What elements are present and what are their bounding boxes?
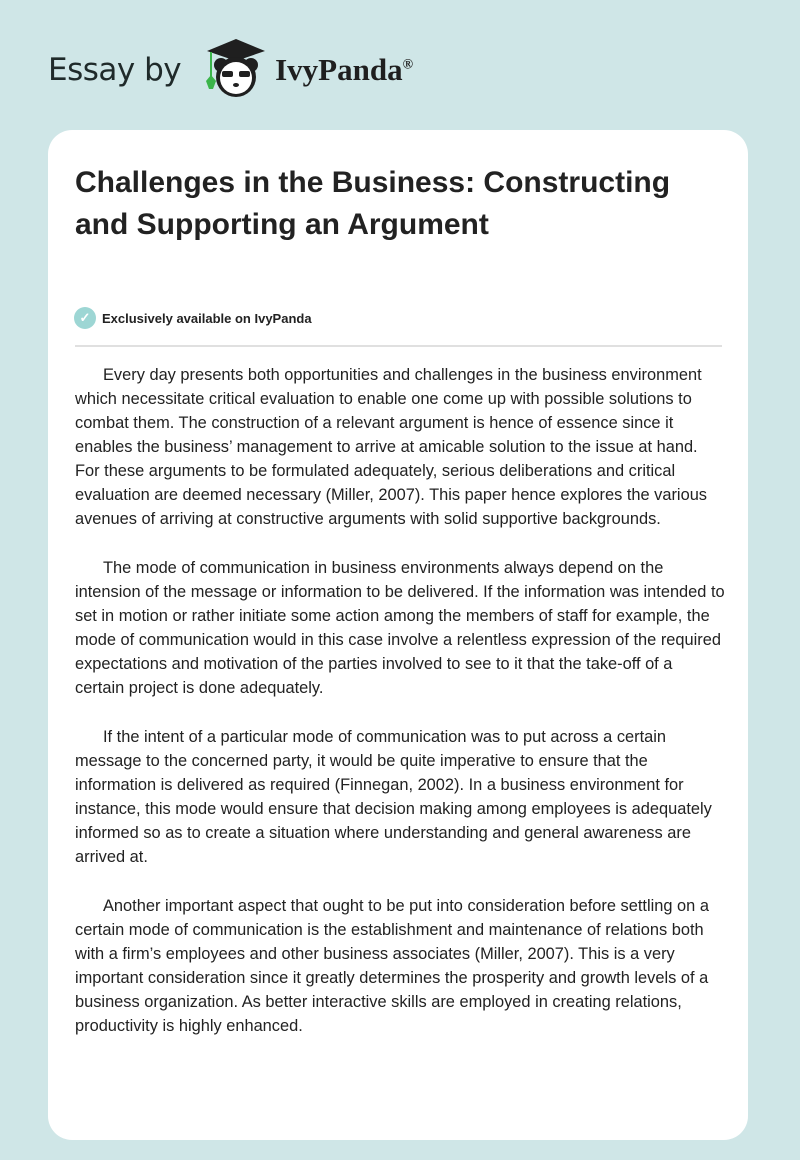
exclusive-label: Exclusively available on IvyPanda (102, 310, 312, 326)
essay-card (48, 130, 748, 1140)
paragraph: Another important aspect that ought to be put into consideration before settling on a certain mode of communication is the establishment and maintenance of relations both with a firm’s employees and other business associates (Miller, 2007). This is a very important consideration since it greatly determines the prosperity and growth levels of a business organization. As better interactive skills are employed in creating relations, productivity is highly enhanced. (75, 897, 709, 1035)
paragraph: The mode of communication in business environments always depend on the intension of the message or information to be delivered. If the information was intended to set in motion or rather initiate some action among the members of staff for example, the mode of communication would in this case involve a relentless expression of the required expectations and motivation of the parties involved to see to it that the take-off of a certain project is done adequately. (75, 559, 725, 697)
exclusive-badge (74, 307, 312, 329)
brand-name[interactable] (275, 52, 413, 88)
essay-by-label: Essay by (48, 52, 182, 88)
panda-logo-icon[interactable] (203, 35, 269, 106)
divider (75, 345, 722, 347)
page-title: Challenges in the Business: Constructing and Supporting an Argument (75, 166, 671, 241)
site-header (48, 34, 413, 106)
registered-mark: ® (402, 57, 414, 73)
brand-text: IvyPanda (275, 52, 403, 87)
paragraph: Every day presents both opportunities and challenges in the business environment which necessitate critical evaluation to enable one come up with possible solutions to combat them. The construction of a relevant argument is hence of essence since it enables the business’ management to arrive at amicable solution to the issue at hand. For these arguments to be formulated adequately, serious deliberations and critical evaluation are deemed necessary (Miller, 2007). This paper hence explores the various avenues of arriving at constructive arguments with solid supportive backgrounds. (75, 366, 707, 528)
essay-body (75, 363, 725, 1063)
check-icon: ✓ (74, 307, 96, 329)
paragraph: If the intent of a particular mode of communication was to put across a certain message to the concerned party, it would be quite imperative to ensure that the information is delivered as required (Finnegan, 2002). In a business environment for instance, this mode would ensure that decision making among employees is adequately informed so as to create a situation where understanding and general awareness are arrived at. (75, 728, 712, 866)
